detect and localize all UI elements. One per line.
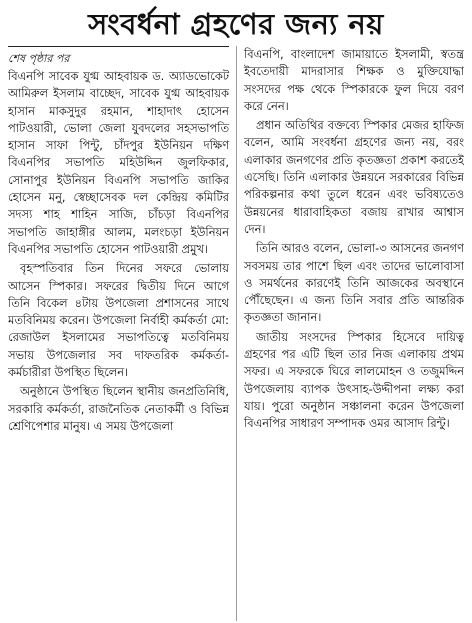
body-paragraph: বিএনপি, বাংলাদেশ জামায়াতে ইসলামী, স্বতন্ত্র ইবতেদায়ী মাদরাসার শিক্ষক ও মুক্তিযোদ্ধা সংসদের পক্ষ থেকে স্পিকারকে ফুল দিয়ে বরণ করে নেন। (244, 47, 464, 113)
continued-from-label: শেষ পৃষ্ঠার পর (8, 52, 70, 65)
continuation-rule (8, 46, 229, 47)
body-paragraph: বৃহস্পতিবার তিন দিনের সফরে ভোলায় আসেন স্পিকার। সফরের দ্বিতীয় দিনে আগে তিনি বিকেল ৪টায় উপজেলা প্রশাসনের সাথে মতবিনিময় করেন। উপজেলা নির্বাহী কর্মকর্তা মো: রেজাউল ইসলামের সভাপতিত্বে মতবিনিময় সভায় উপজেলার সব দাফতরিক কর্মকর্তা-কর্মচারীরা উপস্থিত ছিলেন। (8, 261, 229, 380)
article-columns (8, 46, 464, 621)
right-column (236, 46, 464, 621)
left-column (8, 46, 236, 621)
headline: সংবর্ধনা গ্রহণের জন্য নয় (88, 7, 384, 41)
body-paragraph: জাতীয় সংসদের স্পিকার হিসেবে দায়িত্ব গ্রহণের পর এটি ছিল তার নিজ এলাকায় প্রথম সফর। এ সফরকে ঘিরে লালমোহন ও তজুমদ্দিন উপজেলায় ব্যাপক উৎসাহ-উদ্দীপনা লক্ষ্য করা যায়। পুরো অনুষ্ঠান সঞ্চালনা করেন উপজেলা বিএনপির সাধারণ সম্পাদক ওমর আসাদ রিন্টু। (244, 329, 464, 431)
body-paragraph: অনুষ্ঠানে উপস্থিত ছিলেন স্থানীয় জনপ্রতিনিধি, সরকারি কর্মকর্তা, রাজনৈতিক নেতাকর্মী ও বিভিন্ন শ্রেণিপেশার মানুষ। এ সময় উপজেলা (8, 384, 229, 433)
body-paragraph: তিনি আরও বলেন, ভোলা-৩ আসনের জনগণ সবসময় তার পাশে ছিল এবং তাদের ভালোবাসা ও সমর্থনের কারণেই তিনি আজকের অবস্থানে পৌঁছেছেন। এ জন্য তিনি সবার প্রতি আন্তরিক কৃতজ্ঞতা জানান। (244, 241, 464, 325)
body-paragraph: বিএনপি সাবেক যুগ্ম আহবায়ক ড. অ্যাডভোকেট আমিরুল ইসলাম বাচ্ছেদ, সাবেক যুগ্ম আহবায়ক হাসান মাকসুদুর রহমান, শাহাদাৎ হোসেন পাটওয়ারী, ভোলা জেলা যুবদলের সহসভাপতি হাসান সাফা পিন্টু, চাঁদপুর ইউনিয়ন দক্ষিণ বিএনপির সভাপতি মহিউদ্দিন জুলফিকার, সোনাপুর ইউনিয়ন বিএনপি সভাপতি জাকির হোসেন মনু, স্বেচ্ছাসেবক দল কেন্দ্রিয় কমিটির সদস্য শাহ শাহিন সাজি, চাঁচড়া বিএনপির সভাপতি জাহাঙ্গীর আলম, মলংচড়া ইউনিয়ন বিএনপির সভাপতি হোসেন পাটওয়ারী প্রমুখ। (8, 69, 229, 256)
body-paragraph: প্রধান অতিথির বক্তব্যে স্পিকার মেজর হাফিজ বলেন, আমি সংবর্ধনা গ্রহণের জন্য নয়, বরং এলাকার জনগণের প্রতি কৃতজ্ঞতা প্রকাশ করতেই এসেছি। তিনি এলাকার উন্নয়নে সরকারের বিভিন্ন পরিকল্পনার কথা তুলে ধরেন এবং ভবিষ্যতেও উন্নয়নের ধারাবাহিকতা বজায় রাখার আশ্বাস দেন। (244, 118, 464, 236)
